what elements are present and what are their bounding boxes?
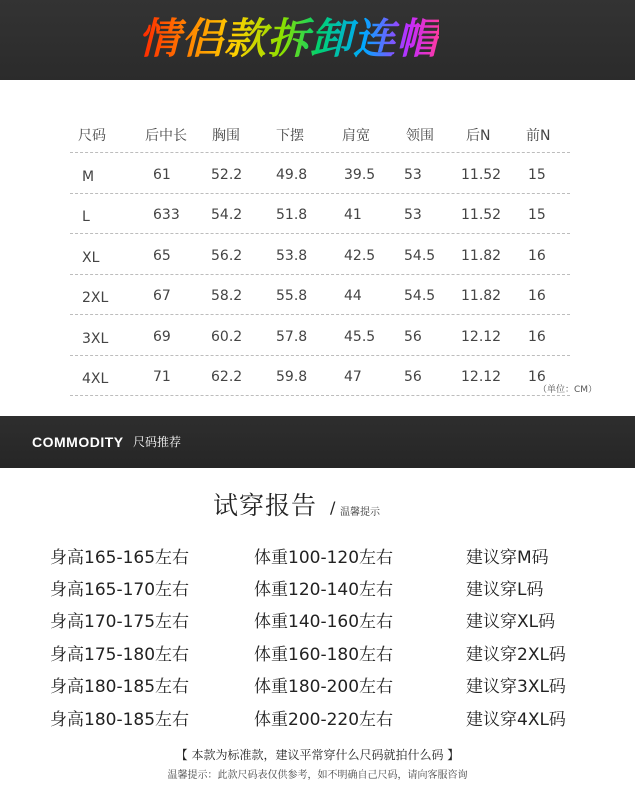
table-cell: 62.2	[211, 369, 243, 386]
weight-range: 体重160-180左右	[254, 645, 394, 665]
table-cell: 15	[528, 166, 546, 183]
table-cell: 16	[528, 328, 546, 345]
header-back-length: 后中长	[145, 128, 187, 144]
height-range: 身高175-180左右	[50, 645, 190, 665]
commodity-band	[0, 416, 635, 468]
recommendation-row	[0, 575, 635, 607]
table-cell: 71	[153, 369, 171, 386]
table-cell: 11.82	[461, 288, 502, 305]
size-cell: 4XL	[82, 371, 109, 388]
table-header-row	[70, 118, 570, 153]
report-separator: /	[330, 498, 336, 517]
table-cell: 16	[528, 369, 546, 386]
table-cell: 58.2	[211, 288, 243, 305]
height-range: 身高170-175左右	[50, 612, 190, 632]
recommendation-row	[0, 543, 635, 575]
size-cell: L	[82, 209, 90, 226]
height-range: 身高180-185左右	[50, 710, 190, 730]
table-cell: 54.5	[404, 247, 436, 264]
table-cell: 56.2	[211, 247, 243, 264]
top-banner	[0, 0, 635, 80]
table-cell: 53.8	[276, 247, 308, 264]
weight-range: 体重200-220左右	[254, 710, 394, 730]
table-cell: 56	[404, 369, 422, 386]
table-cell: 53	[404, 166, 422, 183]
table-cell: 44	[344, 288, 362, 305]
recommendation-row	[0, 672, 635, 704]
recommendation-row	[0, 705, 635, 737]
table-cell: 41	[344, 207, 362, 224]
recommendation-row	[0, 607, 635, 639]
table-row	[70, 275, 570, 316]
size-table	[70, 118, 570, 396]
commodity-title: COMMODITY	[32, 434, 124, 450]
footer-tip: 温馨提示：此款尺码表仅供参考，如不明确自己尺码，请向客服咨询	[167, 770, 468, 781]
commodity-subtitle: 尺码推荐	[133, 435, 182, 449]
weight-range: 体重180-200左右	[254, 677, 394, 697]
table-row	[70, 153, 570, 194]
table-cell: 56	[404, 328, 422, 345]
suggested-size: 建议穿3XL码	[466, 677, 566, 697]
table-cell: 51.8	[276, 207, 308, 224]
suggested-size: 建议穿4XL码	[466, 710, 566, 730]
table-cell: 16	[528, 247, 546, 264]
height-range: 身高180-185左右	[50, 677, 190, 697]
banner-title: 情侣款拆卸连帽	[138, 14, 440, 63]
suggested-size: 建议穿L码	[466, 580, 544, 600]
table-row	[70, 194, 570, 235]
table-cell: 15	[528, 207, 546, 224]
table-cell: 57.8	[276, 328, 308, 345]
table-row	[70, 234, 570, 275]
header-back-n: 后N	[466, 128, 491, 144]
size-cell: 3XL	[82, 330, 109, 347]
suggested-size: 建议穿XL码	[466, 612, 556, 632]
table-cell: 16	[528, 288, 546, 305]
table-cell: 54.5	[404, 288, 436, 305]
table-cell: 49.8	[276, 166, 308, 183]
header-size: 尺码	[78, 128, 106, 144]
suggested-size: 建议穿M码	[466, 548, 549, 568]
table-cell: 59.8	[276, 369, 308, 386]
table-cell: 12.12	[461, 369, 502, 386]
header-collar: 领围	[406, 128, 434, 144]
table-row	[70, 315, 570, 356]
header-chest: 胸围	[212, 128, 240, 144]
weight-range: 体重100-120左右	[254, 548, 394, 568]
size-cell: 2XL	[82, 290, 109, 307]
header-front-n: 前N	[526, 128, 551, 144]
table-cell: 67	[153, 288, 171, 305]
table-cell: 42.5	[344, 247, 376, 264]
header-shoulder: 肩宽	[342, 128, 370, 144]
table-cell: 53	[404, 207, 422, 224]
size-cell: XL	[82, 249, 100, 266]
table-cell: 11.52	[461, 166, 502, 183]
table-cell: 11.82	[461, 247, 502, 264]
recommendation-row	[0, 640, 635, 672]
suggested-size: 建议穿2XL码	[466, 645, 566, 665]
table-cell: 65	[153, 247, 171, 264]
table-cell: 61	[153, 166, 171, 183]
height-range: 身高165-165左右	[50, 548, 190, 568]
height-range: 身高165-170左右	[50, 580, 190, 600]
table-cell: 69	[153, 328, 171, 345]
table-cell: 633	[153, 207, 180, 224]
table-cell: 47	[344, 369, 362, 386]
footer-note: 【 本款为标准款，建议平常穿什么尺码就拍什么码 】	[175, 748, 460, 762]
weight-range: 体重120-140左右	[254, 580, 394, 600]
table-cell: 55.8	[276, 288, 308, 305]
table-row	[70, 356, 570, 397]
table-cell: 39.5	[344, 166, 376, 183]
table-cell: 12.12	[461, 328, 502, 345]
table-cell: 52.2	[211, 166, 243, 183]
table-cell: 11.52	[461, 207, 502, 224]
header-hem: 下摆	[276, 128, 304, 144]
table-cell: 54.2	[211, 207, 243, 224]
report-title: 试穿报告	[213, 491, 318, 520]
report-subtitle: 温馨提示	[340, 507, 380, 518]
table-cell: 45.5	[344, 328, 376, 345]
weight-range: 体重140-160左右	[254, 612, 394, 632]
size-cell: M	[82, 168, 95, 185]
table-cell: 60.2	[211, 328, 243, 345]
unit-note: （单位：CM）	[537, 385, 597, 395]
